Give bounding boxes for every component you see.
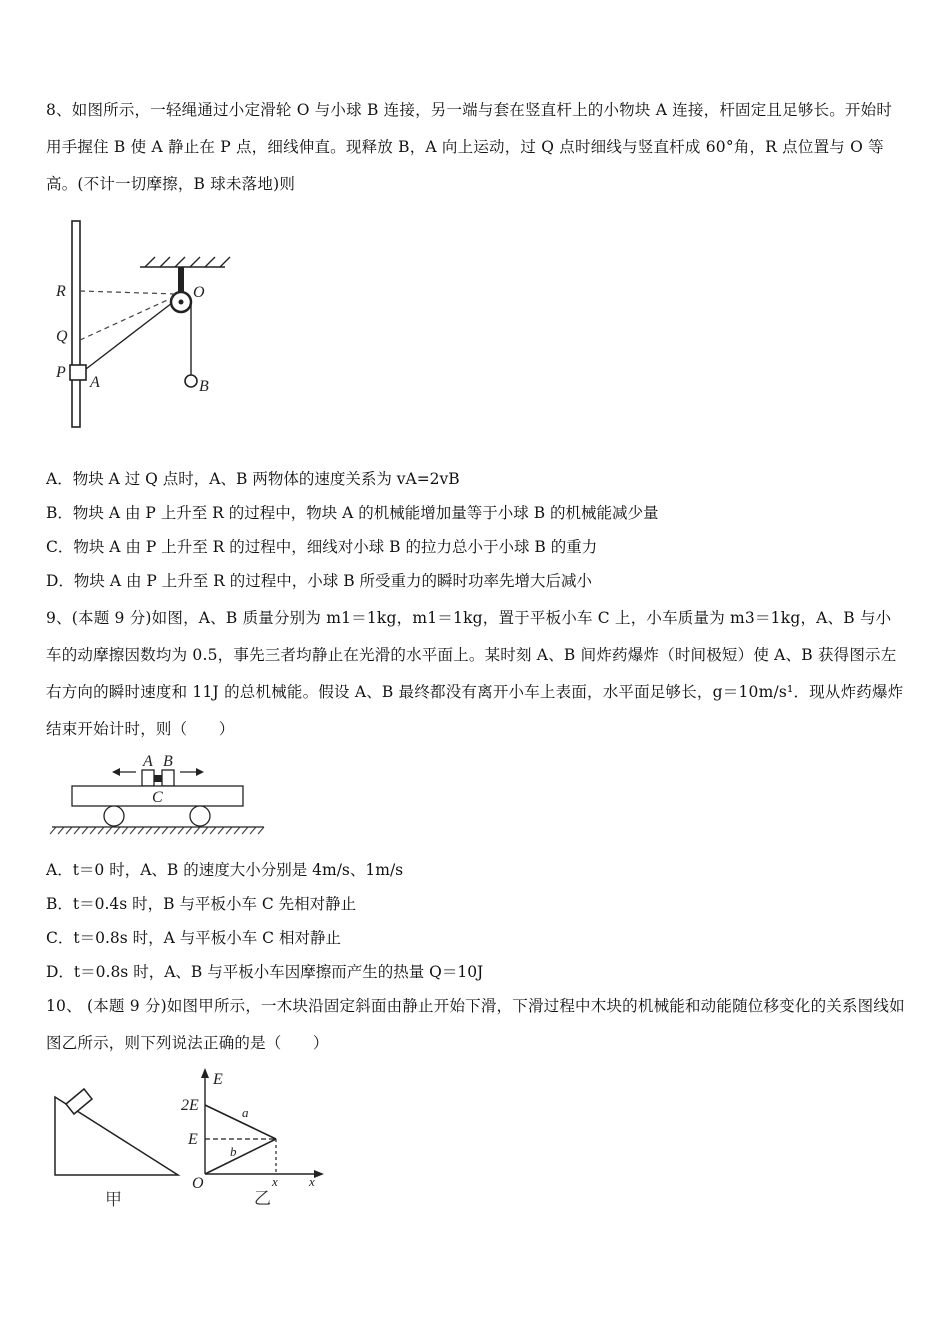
q8-option-d: D．物块 A 由 P 上升至 R 的过程中，小球 B 所受重力的瞬时功率先增大后减小 (46, 572, 593, 590)
caption-jia: 甲 (105, 1190, 122, 1210)
block-B (162, 770, 174, 786)
label-O: O (193, 284, 205, 301)
label-A: A (143, 753, 153, 770)
block-A (70, 365, 86, 380)
q10-stem: 10、 (本题 9 分)如图甲所示，一木块沿固定斜面由静止开始下滑，下滑过程中木块的机械能和动能随位移变化的关系图线如图乙所示，则下列说法正确的是（ ） (46, 997, 905, 1052)
q9-option-d: D．t＝0.8s 时，A、B 与平板小车因摩擦而产生的热量 Q＝10J (46, 963, 484, 981)
label-E: E (188, 1131, 198, 1148)
q9-option-c: C．t＝0.8s 时，A 与平板小车 C 相对静止 (46, 929, 341, 947)
label-x-axis: x (309, 1174, 315, 1189)
q10-figure-incline (50, 1075, 185, 1215)
label-B: B (199, 378, 209, 395)
vertical-rod (72, 221, 80, 427)
explosive (154, 775, 162, 782)
label-x-tick: x (272, 1174, 278, 1189)
label-P: P (56, 364, 66, 381)
q8-stem: 8、如图所示，一轻绳通过小定滑轮 O 与小球 B 连接，另一端与套在竖直杆上的小物块 A 连接，杆固定且足够长。开始时用手握住 B 使 A 静止在 P 点，细线伸直。现释放 B，A 向上运动，过 Q 点时细线与竖直杆成 60°角，R 点位置与 O 等高。(不计一切摩擦，B 球未落地)则 (46, 101, 893, 193)
q8-option-c: C．物块 A 由 P 上升至 R 的过程中，细线对小球 B 的拉力总小于小球 B 的重力 (46, 538, 598, 556)
caption-yi: 乙 (254, 1189, 271, 1209)
block-A (142, 770, 154, 786)
q9-option-a: A．t＝0 时，A、B 的速度大小分别是 4m/s、1m/s (46, 861, 404, 879)
q8-option-b: B．物块 A 由 P 上升至 R 的过程中，物块 A 的机械能增加量等于小球 B 的机械能减少量 (46, 504, 659, 522)
q9-option-b: B．t＝0.4s 时，B 与平板小车 C 先相对静止 (46, 895, 357, 913)
line-a (205, 1105, 276, 1139)
q8-figure-pulley (50, 215, 250, 435)
label-line-a: a (242, 1105, 249, 1120)
label-origin: O (192, 1175, 204, 1192)
line-b (205, 1139, 276, 1174)
label-B: B (163, 753, 173, 770)
label-C: C (152, 789, 163, 806)
q10-figure-graph (178, 1062, 328, 1212)
label-line-b: b (230, 1144, 237, 1159)
q8-option-a: A．物块 A 过 Q 点时，A、B 两物体的速度关系为 vA=2vB (46, 470, 460, 488)
q9-stem: 9、(本题 9 分)如图，A、B 质量分别为 m1＝1kg，m1＝1kg，置于平板小车 C 上，小车质量为 m3＝1kg，A、B 与小车的动摩擦因数均为 0.5，事先三者均静止在光滑的水平面上。某时刻 A、B 间炸药爆炸（时间极短）使 A、B 获得图示左右方向的瞬时速度和 11J 的总机械能。假设 A、B 最终都没有离开小车上表面，水平面足够长，g＝10m/s¹．现从炸药爆炸结束开始计时，则（ ） (46, 609, 904, 738)
label-A: A (90, 374, 100, 391)
label-R: R (56, 283, 66, 300)
label-E-axis: E (213, 1071, 223, 1088)
label-Q: Q (56, 328, 68, 345)
label-2E: 2E (181, 1097, 199, 1114)
q9-figure-cart (48, 750, 270, 842)
ball-B (185, 375, 197, 387)
